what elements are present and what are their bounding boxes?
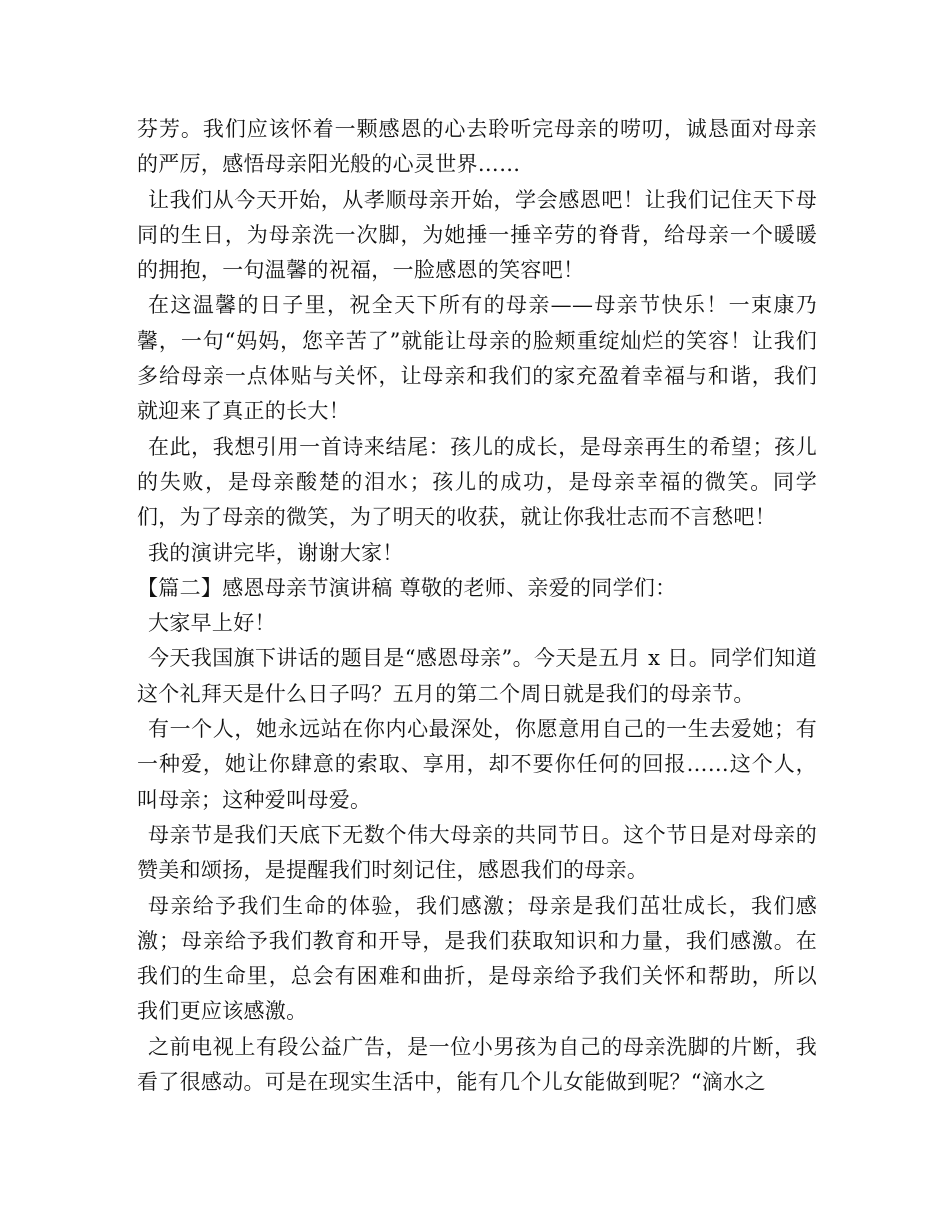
paragraph-closing-poem: 在此，我想引用一首诗来结尾：孩儿的成长，是母亲再生的希望；孩儿的失败，是母亲酸楚的泪水；孩儿的成功，是母亲幸福的微笑。同学们，为了母亲的微笑，为了明天的收获，就让你我壮志而不言愁吧！ [137,434,817,530]
paragraph-continued: 芬芳。我们应该怀着一颗感恩的心去聆听完母亲的唠叨，诚恳面对母亲的严厉，感悟母亲阳光般的心灵世界…… [137,117,817,177]
paragraph-speech-end: 我的演讲完毕，谢谢大家！ [148,540,404,565]
paragraph-mothers-love: 有一个人，她永远站在你内心最深处，你愿意用自己的一生去爱她；有一种爱，她让你肆意的索取、享用，却不要你任何的回报……这个人，叫母亲；这种爱叫母爱。 [137,717,817,812]
section-heading-part-two: 【篇二】感恩母亲节演讲稿 尊敬的老师、亲爱的同学们： [137,575,677,600]
paragraph-holiday-meaning: 母亲节是我们天底下无数个伟大母亲的共同节日。这个节日是对母亲的赞美和颂扬，是提醒我们时刻记住，感恩我们的母亲。 [137,822,817,883]
paragraph-greeting: 大家早上好！ [148,611,276,636]
paragraph-learn-gratitude: 让我们从今天开始，从孝顺母亲开始，学会感恩吧！让我们记住天下母同的生日，为母亲洗一次脚，为她捶一捶辛劳的脊背，给母亲一个暖暖的拥抱，一句温馨的祝福，一脸感恩的笑容吧！ [137,187,817,283]
paragraph-gratitude: 母亲给予我们生命的体验，我们感激；母亲是我们茁壮成长，我们感激；母亲给予我们教育和开导，是我们获取知识和力量，我们感激。在我们的生命里，总会有困难和曲折，是母亲给予我们关怀和帮助，所以我们更应该感激。 [137,893,817,1024]
paragraph-mothers-day-wishes: 在这温馨的日子里，祝全天下所有的母亲——母亲节快乐！一束康乃馨，一句“妈妈，您辛苦了”就能让母亲的脸颊重绽灿烂的笑容！让我们多给母亲一点体贴与关怀，让母亲和我们的家充盈着幸福与和谐，我们就迎来了真正的长大！ [137,293,817,424]
document-body [137,112,817,1100]
paragraph-speech-topic: 今天我国旗下讲话的题目是“感恩母亲”。今天是五月 x 日。同学们知道这个礼拜天是什么日子吗？五月的第二个周日就是我们的母亲节。 [137,646,817,706]
paragraph-public-ad: 之前电视上有段公益广告，是一位小男孩为自己的母亲洗脚的片断，我看了很感动。可是在现实生活中，能有几个儿女能做到呢？“滴水之 [137,1034,817,1095]
